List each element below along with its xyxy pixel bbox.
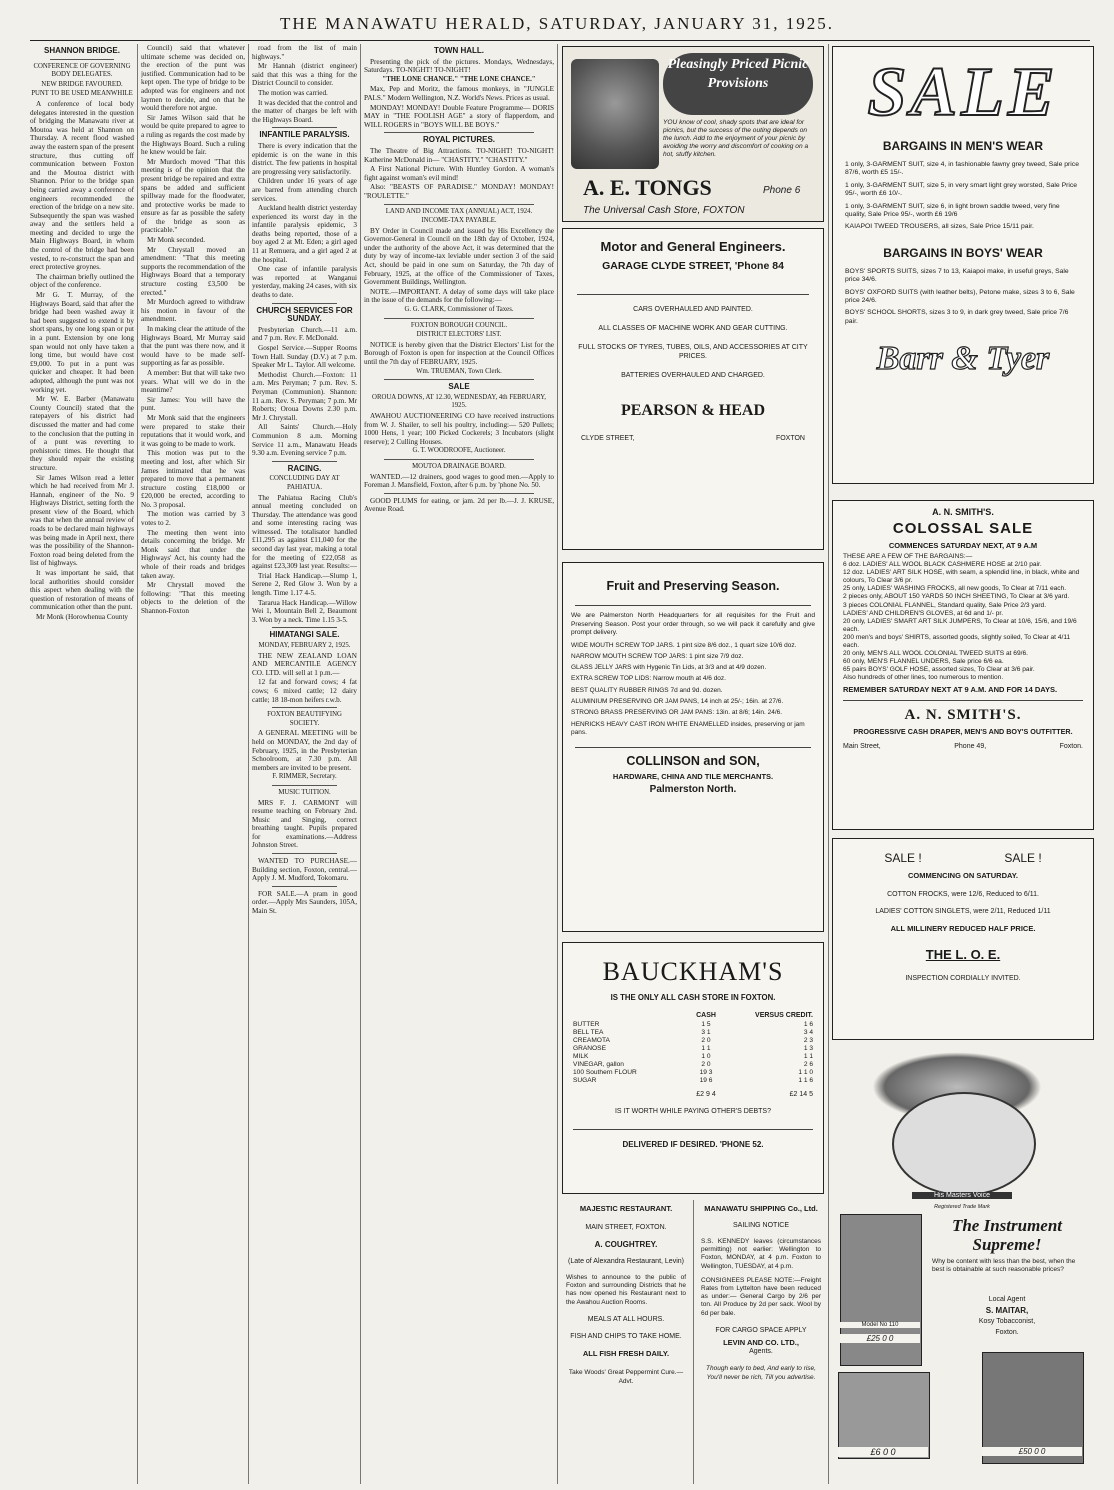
paragraph: It was decided that the control and the matter of charges be left with the Highways Board.	[252, 98, 357, 124]
paragraph: Mr W. E. Barber (Manawatu County Council) stated that the ratepayers of his district had discussed the matter and had come to the conclusion that the putting in of a punt was reverting to prehistoric times. He thought that they should repair the existing structure.	[30, 395, 134, 472]
paragraph: Mr Chrystall moved the following: "That this meeting objects to the deletion of the Shannon-Foxton	[141, 581, 245, 615]
paragraph: Also: "BEASTS OF PARADISE." MONDAY! MONDAY! "ROULETTE."	[364, 183, 554, 200]
price-row	[573, 1045, 813, 1053]
price-cell-credit: 1 6	[803, 1021, 813, 1028]
shipping-note: CONSIGNEES PLEASE NOTE:—Freight Rates from Lyttelton have been reduced as under:— General Cargo by 2/6 per ton. All Produce by 2d per sack. Wool by 6d per bale.	[701, 1276, 821, 1317]
loe-footer: INSPECTION CORDIALLY INVITED.	[905, 975, 1021, 982]
smith-item: 200 men's and boys' SHIRTS, assorted goods, slightly soiled, To Clear at 4/11 each.	[843, 633, 1071, 650]
smith-item: LADIES' AND CHILDREN'S GLOVES, at 6d and 1/- pr.	[843, 609, 1004, 617]
paragraph: NOTICE is hereby given that the District Electors' List for the Borough of Foxton is open for inspection at the Council Offices until the 7th day of FEBRUARY, 1925.	[364, 340, 554, 366]
smith-name: A. N. SMITH'S.	[932, 507, 994, 517]
shannon-bridge-headline: SHANNON BRIDGE.	[43, 46, 120, 55]
smith-note: Also hundreds of other lines, too numerous to mention.	[843, 674, 1004, 682]
smith-item: 65 pairs BOYS' GOLF HOSE, assorted sizes, To Clear at 3/6 pair.	[843, 666, 1035, 674]
paragraph: FOR SALE.—A pram in good order.—Apply Mrs Saunders, 105A, Main St.	[252, 889, 357, 916]
paragraph: Sir James Wilson said that he would be quite prepared to agree to a ruling as regards the cost made by the Highways Board. Such a ruling he knew would be fair.	[141, 113, 245, 157]
majestic-title: MAJESTIC RESTAURANT.	[579, 1204, 673, 1213]
subhead: CONCLUDING DAY AT PAHIATUA.	[269, 475, 340, 491]
picnic-illustration	[571, 59, 659, 169]
smith-items	[843, 553, 1083, 674]
shipping-verse: Though early to bed, And early to rise, You'll never be rich, Till you advertise.	[706, 1364, 816, 1381]
subhead: MUSIC TUITION.	[278, 788, 331, 796]
price-cell-item: CREAMOTA	[573, 1037, 610, 1044]
bauckham-footer: DELIVERED IF DESIRED. 'PHONE 52.	[622, 1140, 764, 1149]
smith-intro: THESE ARE A FEW OF THE BARGAINS:—	[843, 553, 973, 560]
smith-item: 60 only, MEN'S FLANNEL UNDERS, Sale price 6/6 ea.	[843, 658, 1004, 666]
price-row	[573, 1053, 813, 1061]
subhead: FOXTON BOROUGH COUNCIL.	[410, 321, 508, 329]
hmv-title: The Instrument Supreme!	[951, 1216, 1063, 1254]
paragraph: BY Order in Council made and issued by His Excellency the Governor-General in Council on the 18th day of October, 1924, under the authority of the above Act, it was determined that the duty by way of income-tax leviable under section 3 of the said Act, should be paid in one sum on Saturday, the 7th day of February, 1925, at the office of the Commissioner of Taxes, Government Buildings, Wellington.	[364, 226, 554, 287]
paragraph: Tararua Hack Handicap.—Willow Wei 1, Mountain Bell 2, Beaumont 3. Won by a neck. Time 1.15 3-5.	[252, 598, 357, 624]
smith-colossal-sale-advert	[832, 500, 1094, 830]
majestic-line: MEALS AT ALL HOURS.	[587, 1315, 665, 1323]
loe-line: ALL MILLINERY REDUCED HALF PRICE.	[890, 924, 1036, 933]
section-headline: CHURCH SERVICES FOR SUNDAY.	[256, 305, 353, 324]
price-cell-cash: 1 1	[701, 1045, 711, 1052]
smith-item: 25 only, LADIES' WASHING FROCKS, all new goods, To Clear at 7/11 each.	[843, 585, 1067, 593]
paragraph: WANTED TO PURCHASE.—Building section, Foxton, central.—Apply J. M. Mudford, Tokomaru.	[252, 857, 357, 883]
bauckham-sub: IS THE ONLY ALL CASH STORE IN FOXTON.	[610, 993, 776, 1002]
price-row	[573, 1077, 813, 1085]
motor-title: Motor and General Engineers.	[600, 239, 786, 254]
fruit-firm: COLLINSON and SON,	[626, 754, 760, 769]
section-headline: TOWN HALL.	[433, 46, 485, 55]
credit-header: VERSUS CREDIT.	[755, 1012, 813, 1019]
paragraph: In making clear the attitude of the Highways Board, Mr Murray said that the punt was there now, and it would have to be made self-supporting as far as possible.	[141, 325, 245, 368]
price-row	[573, 1037, 813, 1045]
model-price: £6 0 0	[838, 1447, 928, 1457]
price-cell-cash: 2 0	[701, 1037, 711, 1044]
hmv-gramophone-advert	[832, 1052, 1094, 1484]
paragraph: Mr Monk seconded.	[147, 236, 206, 245]
paragraph: One case of infantile paralysis was reported at Wanganui yesterday, making 24 cases, with six deaths to date.	[252, 265, 357, 300]
price-cell-item: VINEGAR, gallon	[573, 1061, 624, 1068]
subhead: PUNT TO BE USED MEANWHILE	[31, 90, 133, 98]
price-cell-credit: 2 3	[803, 1037, 813, 1044]
paragraph: road from the list of main highways."	[252, 44, 357, 61]
sale-banner: SALE	[867, 54, 1059, 131]
column-4	[364, 44, 554, 1484]
subhead: INCOME-TAX PAYABLE.	[421, 217, 497, 225]
fruit-item: BEST QUALITY RUBBER RINGS 7d and 9d. dozen.	[571, 686, 723, 694]
subhead: CONFERENCE OF GOVERNING BODY DELEGATES.	[33, 62, 131, 79]
tongs-name: A. E. TONGS	[583, 175, 712, 200]
motor-line: BATTERIES OVERHAULED AND CHARGED.	[621, 372, 765, 379]
smith-phone: Phone 49,	[954, 742, 987, 750]
loe-sub: COMMENCING ON SATURDAY.	[907, 871, 1018, 880]
hmv-town: Foxton.	[995, 1329, 1019, 1336]
price-cell-item: MILK	[573, 1053, 589, 1060]
majestic-late: (Late of Alexandra Restaurant, Levin)	[568, 1258, 684, 1265]
smith-item: 20 only, MEN'S ALL WOOL COLONIAL TWEED SUITS at 69/6.	[843, 650, 1028, 658]
loe-title: THE L. O. E.	[925, 947, 1001, 962]
smith-item: 3 pieces COLONIAL FLANNEL, Standard quality, Sale Price 2/3 yard.	[843, 601, 1047, 609]
price-row	[573, 1069, 813, 1077]
price-cell-item: SUGAR	[573, 1077, 597, 1084]
paragraph: The meeting then went into details concerning the bridge. Mr Monk said that under the Highways' Act, his county had the whole of their roads and bridges taken away.	[141, 528, 245, 580]
boys-item: BOYS' OXFORD SUITS (with leather belts), Petone make, sizes 3 to 6, Sale price 24/6.	[845, 288, 1075, 305]
paragraph: Mr G. T. Murray, of the Highways Board, said that after the bridge had been washed away it had been suggested to extend it by short spans, by one long span or put in a punt. Extension by one long span would not only have taken a long time, but would have cost £9,000. To put in a punt was quicker and cheaper. It had been adopted, although the punt was not working yet.	[30, 291, 134, 394]
paragraph: Trial Hack Handicap.—Slump 1, Serene 2, Red Glow 3. Won by a length. Time 1.17 4-5.	[252, 571, 357, 598]
shipping-body: S.S. KENNEDY leaves (circumstances permitting) not earlier: Wellington to Foxton, MONDAY, at 4 p.m. Foxton to Wellington, TUESDAY, at 4 p.m.	[701, 1238, 821, 1270]
paragraph: Mr Hannah (district engineer) said that this was a thing for the District Council to consider.	[252, 62, 357, 88]
fruit-preserving-advert	[562, 562, 824, 932]
smith-footer-name: A. N. SMITH'S.	[904, 706, 1022, 723]
price-cell-cash: 1 0	[701, 1053, 711, 1060]
paragraph: Gospel Service.—Supper Rooms Town Hall. Sunday (D.V.) at 7 p.m. Speaker Mr L. Taylor. All welcome.	[252, 344, 357, 370]
paragraph: Presbyterian Church.—11 a.m. and 7 p.m. Rev. F. McDonald.	[252, 325, 357, 343]
price-cell-credit: 1 1 6	[798, 1077, 813, 1084]
shipping-advert	[697, 1200, 825, 1480]
signature: G. T. WOODROOFE, Auctioneer.	[412, 447, 506, 455]
shipping-apply: FOR CARGO SPACE APPLY	[715, 1326, 807, 1334]
price-cell-item: GRANOSE	[573, 1045, 606, 1052]
majestic-body: Wishes to announce to the public of Foxton and surrounding Districts that he has now opened his Restaurant next to the Awahou Auction Rooms.	[566, 1274, 686, 1306]
paragraph: All Saints' Church.—Holy Communion 8 a.m. Morning Service 11 a.m., Manawatu Heads 9.30 a.m. Evening service 7 p.m.	[252, 423, 357, 458]
signature: F. RIMMER, Secretary.	[272, 773, 337, 781]
model-price: £50 0 0	[982, 1447, 1082, 1456]
paragraph: A conference of local body delegates interested in the question of bridging the Manawatu river at Moutoa was held at Shannon on Thursday. A recent flood washed away the eastern span of the present structure, thus cutting off communication between Foxton and the Moutoa district with Shannon. Prior to the bridge span being carried away a conference of engineers recommended the erection of the bridge on a new site. Subsequently the span was washed away and the settlers held a meeting and decided to urge the Main Highways Board, in whom the control of the bridge had been vested, to re-construct the span and erect protective groynes.	[30, 99, 134, 272]
motor-sub: GARAGE CLYDE STREET, 'Phone 84	[602, 260, 784, 272]
motor-firm: PEARSON & HEAD	[620, 402, 765, 419]
credit-total: £2 14 5	[789, 1091, 813, 1098]
price-cell-cash: 3 1	[701, 1029, 711, 1036]
motor-line: CARS OVERHAULED AND PAINTED.	[633, 306, 753, 313]
majestic-restaurant-advert	[562, 1200, 690, 1480]
motor-line: FULL STOCKS OF TYRES, TUBES, OILS, AND ACCESSORIES AT CITY PRICES.	[578, 344, 808, 360]
motor-line: ALL CLASSES OF MACHINE WORK AND GEAR CUTTING.	[598, 325, 788, 332]
subhead: DISTRICT ELECTORS' LIST.	[416, 331, 502, 339]
boys-wear-heading: BARGAINS IN BOYS' WEAR	[883, 245, 1043, 260]
paragraph: The motion was carried by 3 votes to 2.	[141, 510, 245, 528]
majestic-line: ALL FISH FRESH DAILY.	[582, 1348, 670, 1358]
smith-street: Main Street,	[843, 742, 881, 750]
paragraph: MRS F. J. CARMONT will resume teaching on February 2nd. Music and Singing, correct breathing taught. Pupils prepared for examinations.—Address Johnston Street.	[252, 798, 357, 850]
tongs-phone: Phone 6	[763, 185, 801, 196]
gramophone-model-1	[840, 1214, 922, 1366]
fruit-town: Palmerston North.	[649, 784, 737, 796]
tongs-body: YOU know of cool, shady spots that are ideal for picnics, but the success of the outing depends on the lunch. Add to the enjoyment of your picnic by avoiding the worry and discomfort of cooking on a hot, stuffy kitchen.	[663, 119, 809, 158]
fruit-intro: We are Palmerston North Headquarters for all requisites for the Fruit and Preserving Season. Post your order through, so we will pack it carefully and give prompt delivery.	[571, 612, 815, 636]
barr-tyer-logo: Barr & Tyer	[876, 340, 1050, 378]
fruit-item: WIDE MOUTH SCREW TOP JARS. 1 pint size 8/6 doz., 1 quart size 10/6 doz.	[571, 641, 797, 649]
paragraph: A member: But that will take two years. What will we do in the meantime?	[141, 368, 245, 395]
smith-item: 20 only, LADIES' SMART ART SILK JUMPERS, To Clear at 10/6, 15/6, and 19/6 each.	[843, 617, 1077, 633]
paragraph: NOTE.—IMPORTANT. A delay of some days will take place in the issue of the demands for the following:—	[364, 287, 554, 305]
fruit-item: ALUMINIUM PRESERVING OR JAM PANS, 14 inch at 25/-; 16in. at 27/6.	[571, 697, 784, 705]
price-cell-credit: 2 6	[803, 1061, 813, 1068]
cash-header: CASH	[696, 1012, 716, 1019]
column-1	[30, 44, 134, 1484]
price-cell-credit: 3 4	[803, 1029, 813, 1036]
price-cell-cash: 19 3	[699, 1069, 713, 1076]
paragraph: Methodist Church.—Foxton: 11 a.m. Mrs Peryman; 7 p.m. Rev. S. Peryman (Communion). Shannon: 11 a.m. Rev. S. Peryman; 7 p.m. Mr Roberts; Oroua Downs 2.30 p.m. Mr J. Chrystall.	[252, 370, 357, 422]
motor-engineers-advert	[562, 228, 824, 550]
paragraph: 12 fat and forward cows; 4 fat cows; 6 mixed cattle; 12 dairy cattle; 18 18-mon heifers r.w.b.	[252, 678, 357, 704]
price-cell-item: BELL TEA	[573, 1029, 604, 1036]
paragraph: Presenting the pick of the pictures. Mondays, Wednesdays, Saturdays. TO-NIGHT! TO-NIGHT!	[364, 57, 554, 75]
hmv-body: Why be content with less than the best, when the best is obtainable at such reasonable prices?	[932, 1258, 1076, 1274]
signature: G. G. CLARK, Commissioner of Taxes.	[404, 306, 514, 314]
paragraph: It was important he said, that local authorities should consider this aspect when dealing with the question of restoration of means of communication other than the punt.	[30, 569, 134, 612]
hmv-tm: Registered Trade Mark	[934, 1204, 990, 1210]
section-headline: HIMATANGI SALE.	[269, 630, 340, 640]
paragraph: GOOD PLUMS for eating, or jam. 2d per lb.—J. J. KRUSE, Avenue Road.	[364, 496, 554, 514]
paragraph: Sir James: You will have the punt.	[141, 395, 245, 413]
smith-sub: COMMENCES SATURDAY NEXT, AT 9 A.M	[888, 541, 1038, 550]
subhead: MONDAY, FEBRUARY 2, 1925.	[258, 642, 351, 649]
price-row	[573, 1061, 813, 1069]
section-headline: SALE	[448, 382, 470, 392]
shipping-title: MANAWATU SHIPPING Co., Ltd.	[704, 1204, 818, 1213]
price-cell-item: 100 Southern FLOUR	[573, 1069, 637, 1076]
price-cell-item: BUTTER	[573, 1021, 600, 1028]
tongs-advert	[562, 46, 824, 222]
bauckham-advert	[562, 942, 824, 1194]
mens-item: KAIAPOI TWEED TROUSERS, all sizes, Sale Price 15/11 pair.	[845, 223, 1034, 231]
shipping-sub: SAILING NOTICE	[732, 1222, 789, 1229]
paragraph: AWAHOU AUCTIONEERING CO have received instructions from W. J. Shailer, to sell his poultry, including:— 520 Pullets; 1000 Hens, 1 year; 100 Picked Cockerels; 3 Incubators (slight reserve); 2 Culling Houses.	[364, 411, 554, 446]
price-cell-credit: 1 1 0	[798, 1069, 813, 1076]
paragraph: THE NEW ZEALAND LOAN AND MERCANTILE AGENCY CO. LTD. will sell at 1 p.m.—	[252, 651, 357, 677]
paragraph: There is every indication that the epidemic is on the wane in this district. The few patients in hospital are progressing very satisfactorily.	[252, 141, 357, 176]
bauckham-question: IS IT WORTH WHILE PAYING OTHER'S DEBTS?	[614, 1108, 771, 1115]
majestic-advt: Take Woods' Great Peppermint Cure.—Advt.	[568, 1368, 684, 1385]
gramophone-model-2	[838, 1372, 930, 1459]
picnic-banner: Pleasingly Priced Picnic Provisions	[663, 53, 813, 115]
price-cell-credit: 1 3	[803, 1045, 813, 1052]
majestic-line: FISH AND CHIPS TO TAKE HOME.	[570, 1332, 682, 1340]
majestic-street: MAIN STREET, FOXTON.	[585, 1224, 667, 1231]
smith-item: 12 doz. LADIES' ART SILK HOSE, with seam, a splendid line, in black, white and colours, To Clear 3/6 pr.	[843, 569, 1080, 585]
price-table	[573, 1021, 813, 1085]
hmv-agent-sub: Kosy Tobacconist,	[978, 1318, 1036, 1325]
paragraph: MONDAY! MONDAY! Double Feature Programme— DORIS MAY in "THE FOOLISH AGE" a story of flapperdom, and WILL ROGERS in "BOYS WILL BE BOYS."	[364, 103, 554, 129]
paragraph: The motion was carried.	[258, 88, 328, 97]
subhead: LAND AND INCOME TAX (ANNUAL) ACT, 1924.	[385, 207, 533, 215]
model-label: Model No 110	[840, 1322, 920, 1328]
price-cell-cash: 1 5	[701, 1021, 711, 1028]
price-row	[573, 1029, 813, 1037]
fruit-item: EXTRA SCREW TOP LIDS: Narrow mouth at 4/6 doz.	[571, 675, 726, 683]
majestic-owner: A. COUGHTREY.	[594, 1240, 658, 1249]
paragraph: The chairman briefly outlined the object of the conference.	[30, 272, 134, 290]
fruit-item: GLASS JELLY JARS with Hygenic Tin Lids, at 3/3 and at 4/9 dozen.	[571, 664, 767, 672]
signature: Wm. TRUEMAN, Town Clerk.	[416, 367, 502, 375]
fruit-item: STRONG BRASS PRESERVING OR JAM PANS: 13in. at 8/6; 14in. 24/6.	[571, 709, 783, 717]
smith-title: COLOSSAL SALE	[892, 520, 1034, 537]
sale-word: SALE !	[1004, 851, 1042, 865]
paragraph: The Pahiatua Racing Club's annual meeting concluded on Thursday. The attendance was good and some interesting racing was witnessed. The totalisator handled £11,295 as against £11,040 for the second day last year, making a total for the meeting of £22,058 as against £23,309 last year. Results:—	[252, 493, 357, 571]
cash-total: £2 9 4	[696, 1091, 716, 1098]
section-headline: INFANTILE PARALYSIS.	[259, 130, 350, 140]
column-2	[141, 44, 245, 1484]
bauckham-title: BAUCKHAM'S	[602, 957, 784, 986]
paragraph: Sir James Wilson read a letter which he had received from Mr J. Hannah, engineer of the No. 9 Highways District, setting forth the present view of the Board, which was that when the annual review of roads to be declared main highways was being made in April next, there was the possibility of the Shannon-Foxton road being deleted from the list of highways.	[30, 473, 134, 568]
paragraph: A First National Picture. With Huntley Gordon. A woman's fight against woman's evil mind!	[364, 165, 554, 182]
fruit-title: Fruit and Preserving Season.	[606, 579, 780, 593]
price-cell-cash: 19 6	[699, 1077, 713, 1084]
motor-street: CLYDE STREET,	[581, 435, 635, 442]
smith-town: Foxton.	[1059, 742, 1083, 750]
fruit-item: HENRICKS HEAVY CAST IRON WHITE ENAMELLED insides, preserving or jam pans.	[571, 720, 805, 736]
barr-tyer-advert	[832, 46, 1094, 484]
price-cell-cash: 2 0	[701, 1061, 711, 1068]
subhead: OROUA DOWNS, AT 12.30, WEDNESDAY, 4th FEBRUARY, 1925.	[372, 393, 546, 410]
shipping-agents-label: Agents.	[749, 1347, 773, 1355]
paragraph: The Theatre of Big Attractions. TO-NIGHT! TO-NIGHT! Katherine McDonald in— "CHASTITY." "CHASTITY."	[364, 146, 554, 164]
paragraph: Children under 16 years of age are barred from attending church services.	[252, 177, 357, 203]
paragraph: Council) said that whatever ultimate scheme was decided on, the erection of the punt was justified. Communication had to be kept open. The type of bridge to be adopted was for engineers and not laymen to decide, and on that he would therefore not argue.	[141, 44, 245, 113]
dog-gramophone-picture	[892, 1092, 1036, 1196]
hmv-agent: S. MAITAR,	[985, 1306, 1029, 1315]
hmv-agent-label: Local Agent	[988, 1296, 1026, 1303]
paragraph: Max, Pep and Moritz, the famous monkeys, in "JUNGLE PALS." Modern Wellington, N.Z. World's News. Prices as usual.	[364, 85, 554, 102]
smith-footer-sub: PROGRESSIVE CASH DRAPER, MEN'S AND BOY'S OUTFITTER.	[853, 726, 1073, 736]
motor-town: FOXTON	[775, 435, 805, 442]
mens-item: 1 only, 3-GARMENT SUIT, size 6, in light brown saddle tweed, very fine quality, Sale Price 95/-, worth £6 19/6	[845, 202, 1060, 219]
masthead-rule	[30, 40, 1090, 41]
paragraph: Mr Murdoch agreed to withdraw his motion in favour of the amendment.	[141, 298, 245, 324]
sale-word: SALE !	[884, 851, 922, 865]
column-3	[252, 44, 357, 1484]
paragraph: This motion was put to the meeting and lost, after which Sir James intimated that he was prepared to move that a permanent structure costing £18,000 or £20,000 be erected, according to No. 3 proposal.	[141, 449, 245, 509]
paragraph: WANTED.—12 drainers, good wages to good men.—Apply to Foreman J. Mansfield, Foxton, after 6 p.m. by 'phone No. 50.	[364, 472, 554, 490]
smith-remember: REMEMBER SATURDAY NEXT AT 9 A.M. AND FOR 14 DAYS.	[843, 684, 1058, 694]
loe-line: LADIES' COTTON SINGLETS, were 2/11, Reduced 1/11	[875, 908, 1051, 915]
loe-line: COTTON FROCKS, were 12/6, Reduced to 6/11.	[887, 891, 1039, 898]
fruit-sub: HARDWARE, CHINA AND TILE MERCHANTS.	[612, 772, 774, 782]
masthead: THE MANAWATU HERALD, SATURDAY, JANUARY 31, 1925.	[280, 14, 834, 33]
paragraph: Mr Murdoch moved "That this meeting is of the opinion that the present bridge be repaired and extra spans be added and sufficient spillway made for the floodwater, and protective works be made to ensure as far as possible the safety of the bridge as soon as practicable."	[141, 157, 245, 235]
fruit-item: NARROW MOUTH SCREW TOP JARS: 1 pint size 7/9 doz.	[571, 652, 744, 660]
boys-item: BOYS' SCHOOL SHORTS, sizes 3 to 9, in dark grey tweed, Sale price 7/6 pair.	[845, 309, 1069, 325]
film-title: "THE LONE CHANCE." "THE LONE CHANCE."	[382, 75, 536, 83]
section-headline: RACING.	[287, 463, 322, 473]
paragraph: Mr Monk said that the engineers were prepared to stake their reputations that it would work, and it was going to be made to work.	[141, 413, 245, 448]
paragraph: Mr Chrystall moved an amendment: "That this meeting supports the recommendation of the Highways Board that a temporary structure costing £3,500 be erected."	[141, 245, 245, 297]
price-cell-credit: 1 1	[803, 1053, 813, 1060]
subhead: FOXTON BEAUTIFYING SOCIETY.	[267, 711, 342, 727]
smith-item: 2 pieces only, ABOUT 150 YARDS 50 INCH SHEETING, To Clear at 3/6 yard.	[843, 593, 1070, 601]
mens-wear-heading: BARGAINS IN MEN'S WEAR	[882, 139, 1044, 153]
section-headline: ROYAL PICTURES.	[422, 135, 495, 145]
hmv-brand: His Masters Voice	[912, 1192, 1012, 1199]
mens-item: 1 only, 3-GARMENT SUIT, size 4, in fashionable fawny grey tweed, Sale price 87/6, worth £5 15/-.	[845, 161, 1079, 177]
loe-sale-advert	[832, 838, 1094, 1040]
model-price: £25 0 0	[840, 1334, 920, 1343]
subhead: MOUTOA DRAINAGE BOARD.	[412, 462, 506, 470]
price-row	[573, 1021, 813, 1029]
paragraph: Auckland health district yesterday experienced its worst day in the infantile paralysis epidemic, 3 deaths being reported, those of a boy aged 2 at Mt. Eden; a girl aged 11 at Remuera, and a girl aged 2 at the hospital.	[252, 204, 357, 264]
smith-item: 6 doz. LADIES' ALL WOOL BLACK CASHMERE HOSE at 2/10 pair.	[843, 561, 1042, 569]
boys-item: BOYS' SPORTS SUITS, sizes 7 to 13, Kaiapoi make, in useful greys, Sale price 34/6.	[845, 267, 1069, 284]
subhead: NEW BRIDGE FAVOURED.	[41, 80, 123, 88]
shipping-agents: LEVIN AND CO. LTD.,	[723, 1337, 799, 1347]
paragraph: A GENERAL MEETING will be held on MONDAY, the 2nd day of February, 1925, in the Presbyterian Schoolroom, at 7.30 p.m. All members are invited to be present.	[252, 729, 357, 772]
mens-item: 1 only, 3-GARMENT SUIT, size 5, in very smart light grey worsted, Sale Price 95/-, worth £6 10/-.	[845, 181, 1078, 198]
tongs-tagline: The Universal Cash Store, FOXTON	[583, 205, 745, 216]
paragraph: Mr Monk (Horowhenua County	[36, 613, 129, 621]
